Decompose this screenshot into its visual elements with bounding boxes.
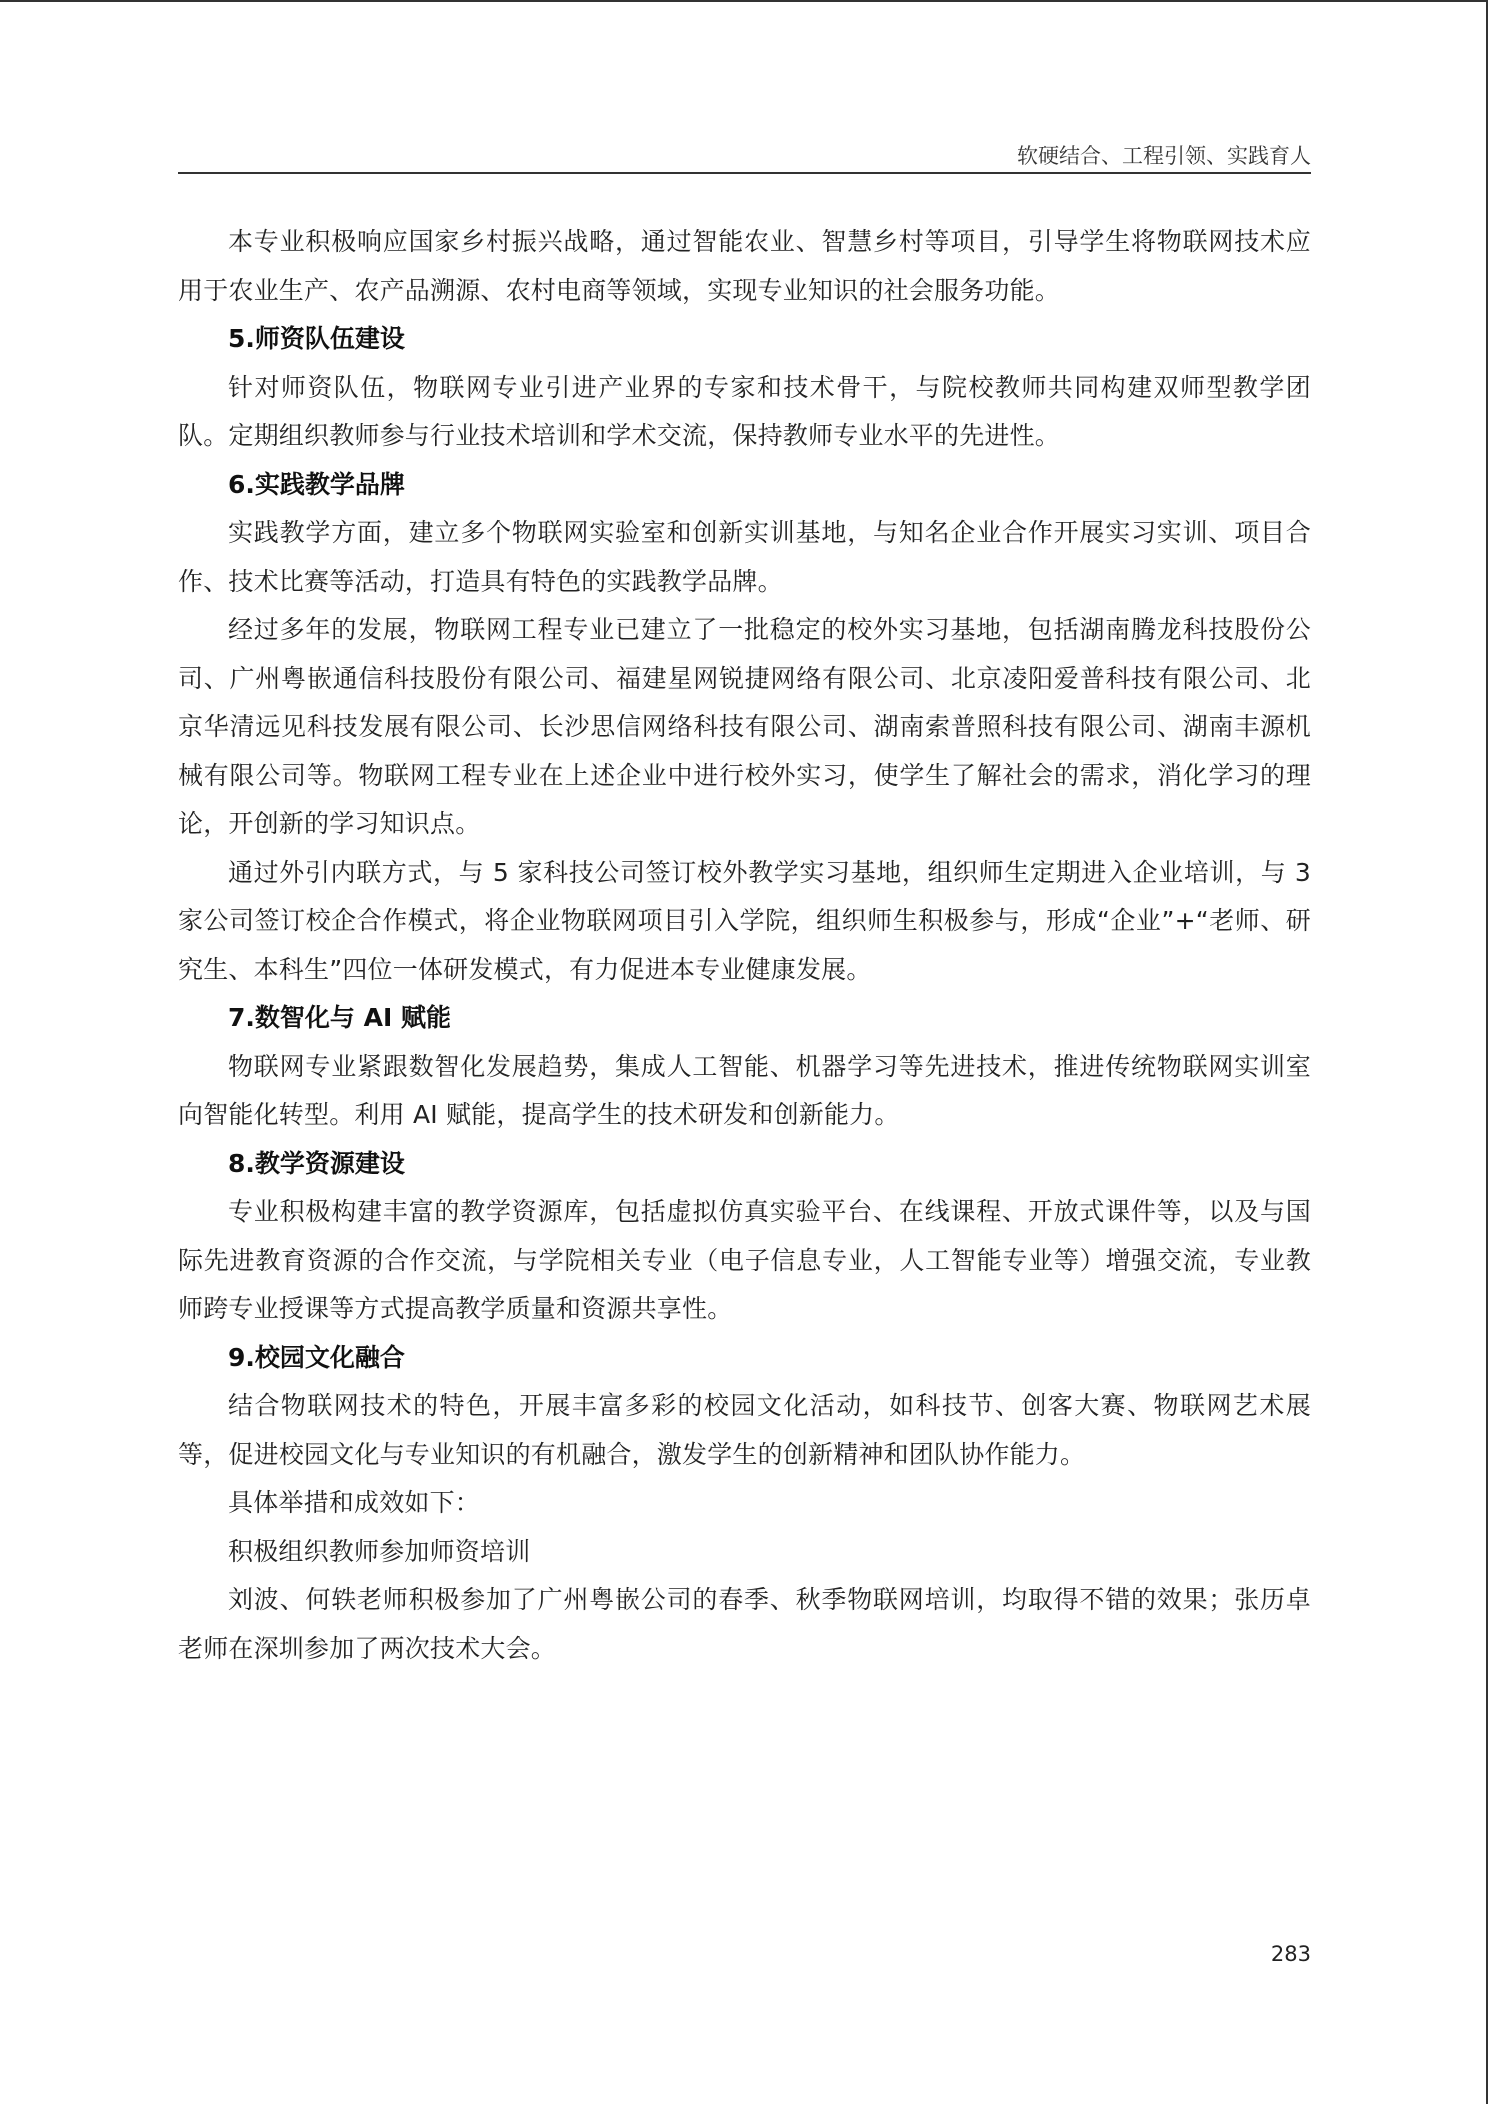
paragraph-campus-culture: 结合物联网技术的特色，开展丰富多彩的校园文化活动，如科技节、创客大赛、物联网艺术展等，促进校园文化与专业知识的有机融合，激发学生的创新精神和团队协作能力。	[178, 1391, 1311, 1469]
paragraph-training-results: 刘波、何轶老师积极参加了广州粤嵌公司的春季、秋季物联网培训，均取得不错的效果；张历卓老师在深圳参加了两次技术大会。	[178, 1585, 1311, 1663]
section-heading-teaching-resources: 8.教学资源建设	[228, 1148, 405, 1178]
section-heading-faculty: 5.师资队伍建设	[228, 324, 405, 353]
paragraph-faculty: 针对师资队伍，物联网专业引进产业界的专家和技术骨干，与院校教师共同构建双师型教学团队。定期组织教师参与行业技术培训和学术交流，保持教师专业水平的先进性。	[178, 372, 1311, 450]
paragraph-internship-bases: 经过多年的发展，物联网工程专业已建立了一批稳定的校外实习基地，包括湖南腾龙科技股份公司、广州粤嵌通信科技股份有限公司、福建星网锐捷网络有限公司、北京凌阳爱普科技有限公司、北京华清远见科技发展有限公司、长沙思信网络科技有限公司、湖南索普照科技有限公司、湖南丰源机械有限公司等。物联网工程专业在上述企业中进行校外实习，使学生了解社会的需求，消化学习的理论，开创新的学习知识点。	[178, 615, 1311, 838]
section-heading-campus-culture: 9.校园文化融合	[228, 1342, 405, 1372]
page-body	[178, 218, 1311, 1673]
running-header: 软硬结合、工程引领、实践育人	[1017, 144, 1311, 168]
paragraph-rural-revitalization: 本专业积极响应国家乡村振兴战略，通过智能农业、智慧乡村等项目，引导学生将物联网技术应用于农业生产、农产品溯源、农村电商等领域，实现专业知识的社会服务功能。	[178, 227, 1311, 305]
paragraph-measures-intro: 具体举措和成效如下：	[228, 1488, 481, 1517]
page-border-top	[0, 0, 1488, 2]
section-heading-ai-empowerment: 7.数智化与 AI 赋能	[228, 1003, 451, 1032]
paragraph-practice-teaching: 实践教学方面，建立多个物联网实验室和创新实训基地，与知名企业合作开展实习实训、项目合作、技术比赛等活动，打造具有特色的实践教学品牌。	[178, 518, 1311, 596]
paragraph-teacher-training: 积极组织教师参加师资培训	[228, 1536, 531, 1566]
paragraph-teaching-resources: 专业积极构建丰富的教学资源库，包括虚拟仿真实验平台、在线课程、开放式课件等，以及与国际先进教育资源的合作交流，与学院相关专业（电子信息专业，人工智能专业等）增强交流，专业教师跨专业授课等方式提高教学质量和资源共享性。	[178, 1197, 1311, 1323]
section-heading-practice-brand: 6.实践教学品牌	[228, 469, 405, 499]
paragraph-ai-empowerment: 物联网专业紧跟数智化发展趋势，集成人工智能、机器学习等先进技术，推进传统物联网实训室向智能化转型。利用 AI 赋能，提高学生的技术研发和创新能力。	[178, 1051, 1311, 1129]
paragraph-industry-cooperation: 通过外引内联方式，与 5 家科技公司签订校外教学实习基地，组织师生定期进入企业培训，与 3 家公司签订校企合作模式，将企业物联网项目引入学院，组织师生积极参与，形成“企业”+“老师、研究生、本科生”四位一体研发模式，有力促进本专业健康发展。	[178, 857, 1311, 984]
header-rule	[178, 172, 1311, 174]
page-number: 283	[1270, 1942, 1311, 1966]
